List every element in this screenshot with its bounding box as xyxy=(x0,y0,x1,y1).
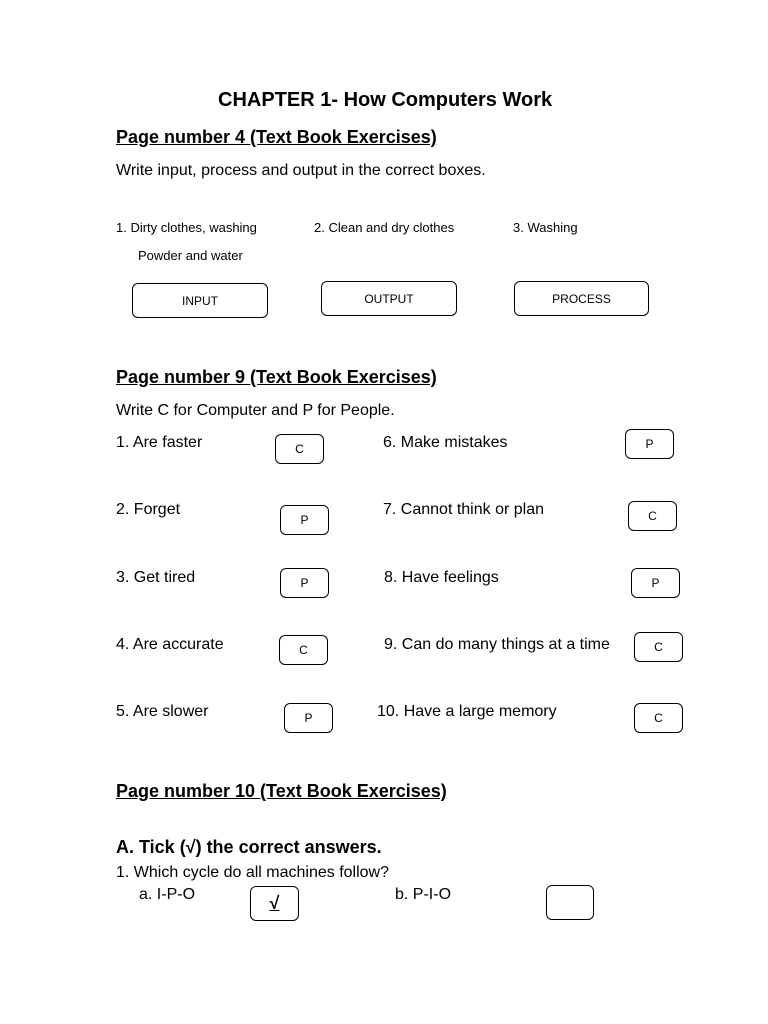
s1-item2-label: 2. Clean and dry clothes xyxy=(314,220,455,235)
option-b-label: b. P-I-O xyxy=(395,886,452,903)
right-item-6-label: 6. Make mistakes xyxy=(383,434,508,451)
right-item-10-label: 10. Have a large memory xyxy=(377,703,557,720)
left-item-3-answer-box[interactable]: P xyxy=(280,568,329,598)
answer-box-output[interactable]: OUTPUT xyxy=(321,281,457,316)
right-item-8-answer-box[interactable]: P xyxy=(631,568,680,598)
section2-heading: Page number 9 (Text Book Exercises) xyxy=(116,367,437,387)
answer-box-process[interactable]: PROCESS xyxy=(514,281,649,316)
chapter-title: CHAPTER 1- How Computers Work xyxy=(218,89,553,111)
right-item-7-answer-box[interactable]: C xyxy=(628,501,677,531)
section2-instruction: Write C for Computer and P for People. xyxy=(116,402,395,419)
right-item-10-answer-box[interactable]: C xyxy=(634,703,683,733)
left-item-4-answer-box[interactable]: C xyxy=(279,635,328,665)
right-item-8-label: 8. Have feelings xyxy=(384,569,499,586)
option-a-tick-box[interactable]: √ xyxy=(250,886,299,921)
section3-question: 1. Which cycle do all machines follow? xyxy=(116,864,390,881)
left-item-5-answer-box[interactable]: P xyxy=(284,703,333,733)
s1-item3-label: 3. Washing xyxy=(513,220,578,235)
section1-instruction: Write input, process and output in the correct boxes. xyxy=(116,162,486,179)
answer-box-input[interactable]: INPUT xyxy=(132,283,268,318)
right-item-9-answer-box[interactable]: C xyxy=(634,632,683,662)
option-a-label: a. I-P-O xyxy=(139,886,196,903)
section3-heading: Page number 10 (Text Book Exercises) xyxy=(116,781,447,801)
option-b-tick-box[interactable] xyxy=(546,885,594,920)
left-item-2-label: 2. Forget xyxy=(116,501,181,518)
left-item-2-answer-box[interactable]: P xyxy=(280,505,329,535)
right-item-9-label: 9. Can do many things at a time xyxy=(384,636,610,653)
section3-subheading: A. Tick (√) the correct answers. xyxy=(116,837,382,857)
section1-heading: Page number 4 (Text Book Exercises) xyxy=(116,127,437,147)
s1-item1-label-line2: Powder and water xyxy=(138,248,243,263)
left-item-1-label: 1. Are faster xyxy=(116,434,203,451)
left-item-5-label: 5. Are slower xyxy=(116,703,209,720)
left-item-3-label: 3. Get tired xyxy=(116,569,196,586)
left-item-1-answer-box[interactable]: C xyxy=(275,434,324,464)
s1-item1-label: 1. Dirty clothes, washing xyxy=(116,220,257,235)
right-item-6-answer-box[interactable]: P xyxy=(625,429,674,459)
right-item-7-label: 7. Cannot think or plan xyxy=(383,501,544,518)
left-item-4-label: 4. Are accurate xyxy=(116,636,224,653)
